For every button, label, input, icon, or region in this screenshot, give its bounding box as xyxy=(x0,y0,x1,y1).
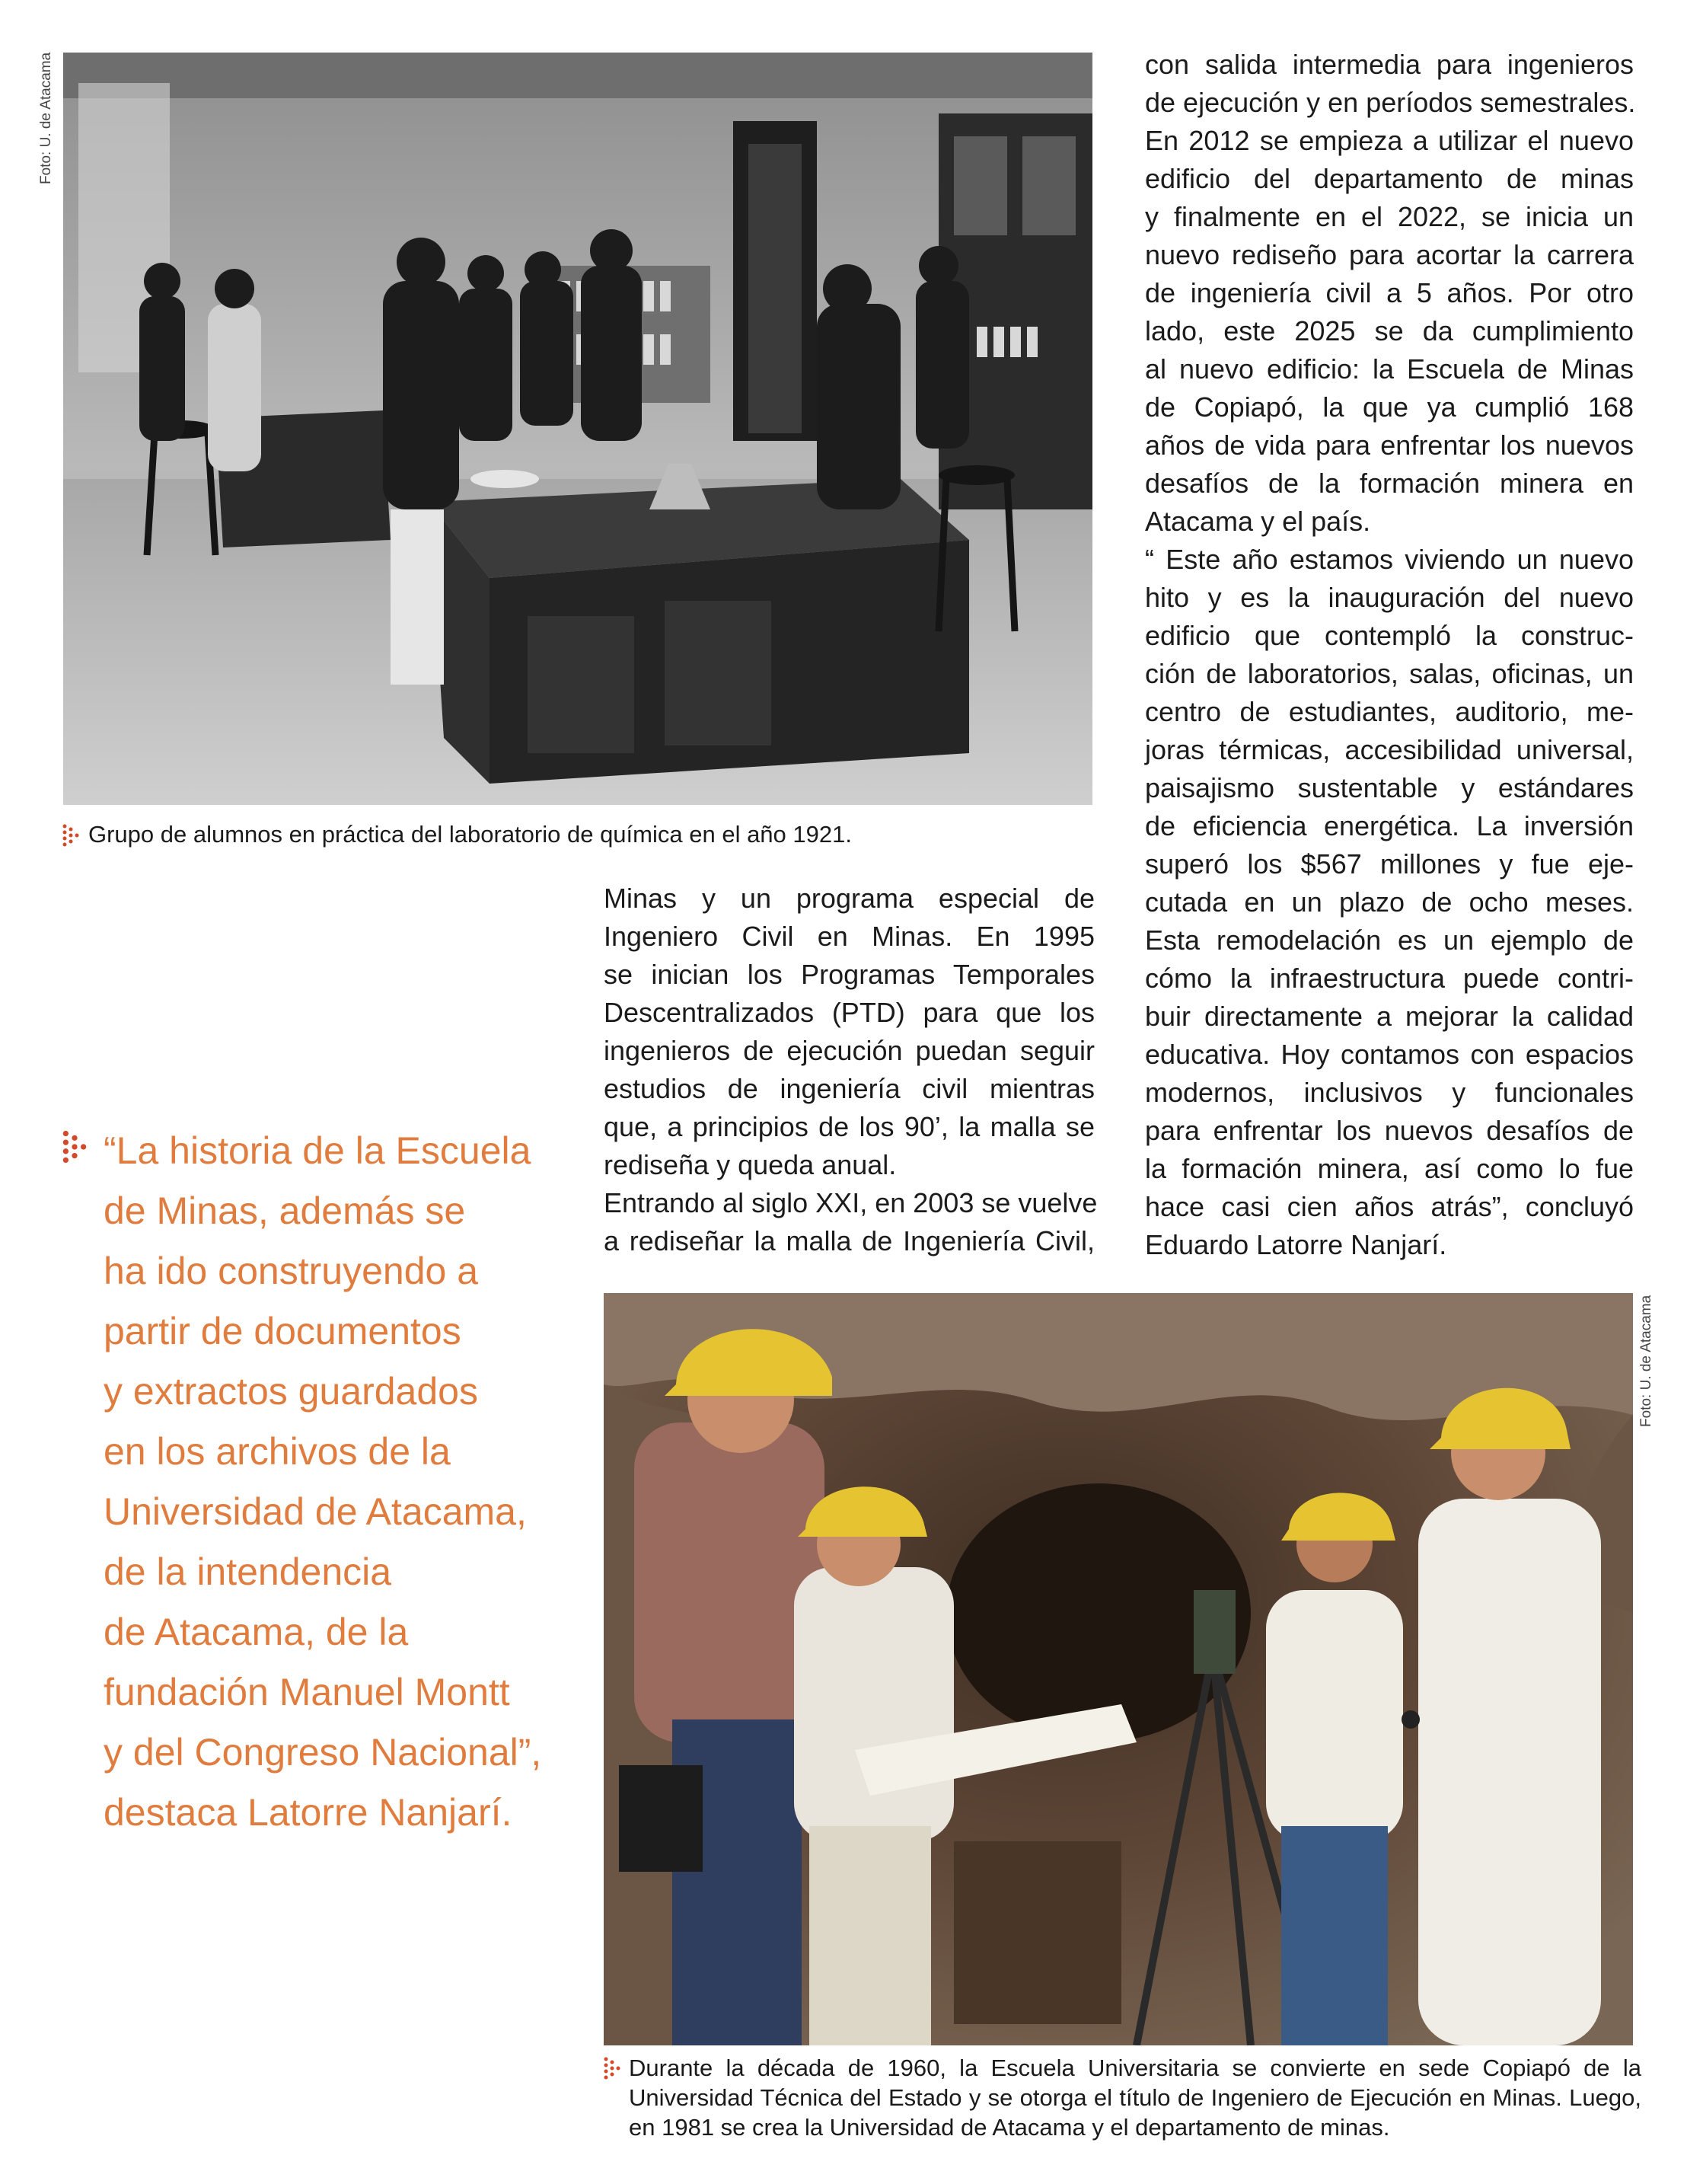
text-line: paisajismo sustentable y estándares xyxy=(1145,772,1634,803)
middle-text-column xyxy=(604,880,1098,1260)
text-line: modernos, inclusivos y funcionales xyxy=(1145,1077,1634,1108)
text-line: hace casi cien años atrás”, concluyó xyxy=(1145,1191,1634,1222)
photo-credit-bottom: Foto: U. de Atacama xyxy=(1638,1295,1654,1427)
text-line: la formación minera, así como lo fue xyxy=(1145,1153,1634,1184)
text-line: Eduardo Latorre Nanjarí. xyxy=(1145,1229,1447,1260)
text-line: lado, este 2025 se da cumplimiento xyxy=(1145,315,1634,346)
text-line: Ingeniero Civil en Minas. En 1995 xyxy=(604,921,1095,952)
quote-line: fundación Manuel Montt xyxy=(104,1671,510,1713)
text-line: educativa. Hoy contamos con espacios xyxy=(1145,1039,1634,1070)
quote-line: y del Congreso Nacional”, xyxy=(104,1731,542,1774)
text-line: edificio del departamento de minas xyxy=(1145,163,1634,194)
text-line: buir directamente a mejorar la calidad xyxy=(1145,1001,1634,1032)
text-line: superó los $567 millones y fue eje- xyxy=(1145,848,1634,880)
pull-quote xyxy=(104,1121,591,1843)
text-line: de Copiapó, la que ya cumplió 168 xyxy=(1145,391,1634,423)
text-line: con salida intermedia para ingenieros xyxy=(1145,49,1634,80)
lab-photo-caption: Grupo de alumnos en práctica del laboratorio de química en el año 1921. xyxy=(88,821,852,848)
text-line: ción de laboratorios, salas, oficinas, un xyxy=(1145,658,1634,689)
quote-line: de la intendencia xyxy=(104,1550,392,1593)
text-line: se inician los Programas Temporales xyxy=(604,959,1095,990)
text-line: Esta remodelación es un ejemplo de xyxy=(1145,924,1634,956)
text-line: cómo la infraestructura puede contri- xyxy=(1145,963,1634,994)
lab-photo xyxy=(63,53,1092,805)
text-line: cutada en un plazo de ocho meses. xyxy=(1145,886,1634,918)
text-line: Minas y un programa especial de xyxy=(604,883,1095,914)
quote-line: partir de documentos xyxy=(104,1310,461,1352)
text-line: centro de estudiantes, auditorio, me- xyxy=(1145,696,1634,727)
text-line: Entrando al siglo XXI, en 2003 se vuelve xyxy=(604,1187,1098,1218)
quote-line: de Minas, además se xyxy=(104,1189,466,1232)
text-line: joras térmicas, accesibilidad universal, xyxy=(1145,734,1634,765)
text-line: ingenieros de ejecución puedan seguir xyxy=(604,1035,1095,1066)
text-line: y finalmente en el 2022, se inicia un xyxy=(1145,201,1634,232)
text-line: “ Este año estamos viviendo un nuevo xyxy=(1145,544,1634,575)
quote-line: ha ido construyendo a xyxy=(104,1250,479,1292)
text-line: años de vida para enfrentar los nuevos xyxy=(1145,429,1634,461)
photo-credit-top: Foto: U. de Atacama xyxy=(38,52,54,184)
text-line: Atacama y el país. xyxy=(1145,506,1371,537)
text-line: En 2012 se empieza a utilizar el nuevo xyxy=(1145,125,1634,156)
mine-photo xyxy=(604,1293,1633,2045)
quote-line: “La historia de la Escuela xyxy=(104,1129,531,1172)
quote-bullet-icon xyxy=(62,1130,87,1164)
text-line: para enfrentar los nuevos desafíos de xyxy=(1145,1115,1634,1146)
text-line: que, a principios de los 90’, la malla se xyxy=(604,1111,1095,1142)
text-line: de ejecución y en períodos semestrales. xyxy=(1145,87,1636,118)
text-line: rediseña y queda anual. xyxy=(604,1149,897,1180)
text-line: de ingeniería civil a 5 años. Por otro xyxy=(1145,277,1634,308)
caption-bullet-icon xyxy=(62,824,79,847)
quote-line: Universidad de Atacama, xyxy=(104,1490,527,1533)
caption-bullet-icon xyxy=(604,2057,620,2080)
text-line: estudios de ingeniería civil mientras xyxy=(604,1073,1095,1104)
quote-line: en los archivos de la xyxy=(104,1430,451,1473)
mine-photo-caption: Durante la década de 1960, la Escuela Universitaria se convierte en sede Copiapó de la Universidad Técnica del Estado y se otorga el título de Ingeniero de Ejecución en Minas. Luego, en 1981 se crea la Universidad de Atacama y el departamento de minas. xyxy=(629,2055,1641,2141)
text-line: desafíos de la formación minera en xyxy=(1145,468,1634,499)
text-line: de eficiencia energética. La inversión xyxy=(1145,810,1634,841)
text-line: hito y es la inauguración del nuevo xyxy=(1145,582,1634,613)
text-line: Descentralizados (PTD) para que los xyxy=(604,997,1095,1028)
quote-line: destaca Latorre Nanjarí. xyxy=(104,1791,512,1834)
right-text-column xyxy=(1145,46,1634,1264)
text-line: a rediseñar la malla de Ingeniería Civil, xyxy=(604,1225,1095,1256)
quote-line: y extractos guardados xyxy=(104,1370,478,1413)
text-line: edificio que contempló la construc- xyxy=(1145,620,1634,651)
text-line: al nuevo edificio: la Escuela de Minas xyxy=(1145,353,1634,385)
text-line: nuevo rediseño para acortar la carrera xyxy=(1145,239,1634,270)
quote-line: de Atacama, de la xyxy=(104,1611,409,1653)
